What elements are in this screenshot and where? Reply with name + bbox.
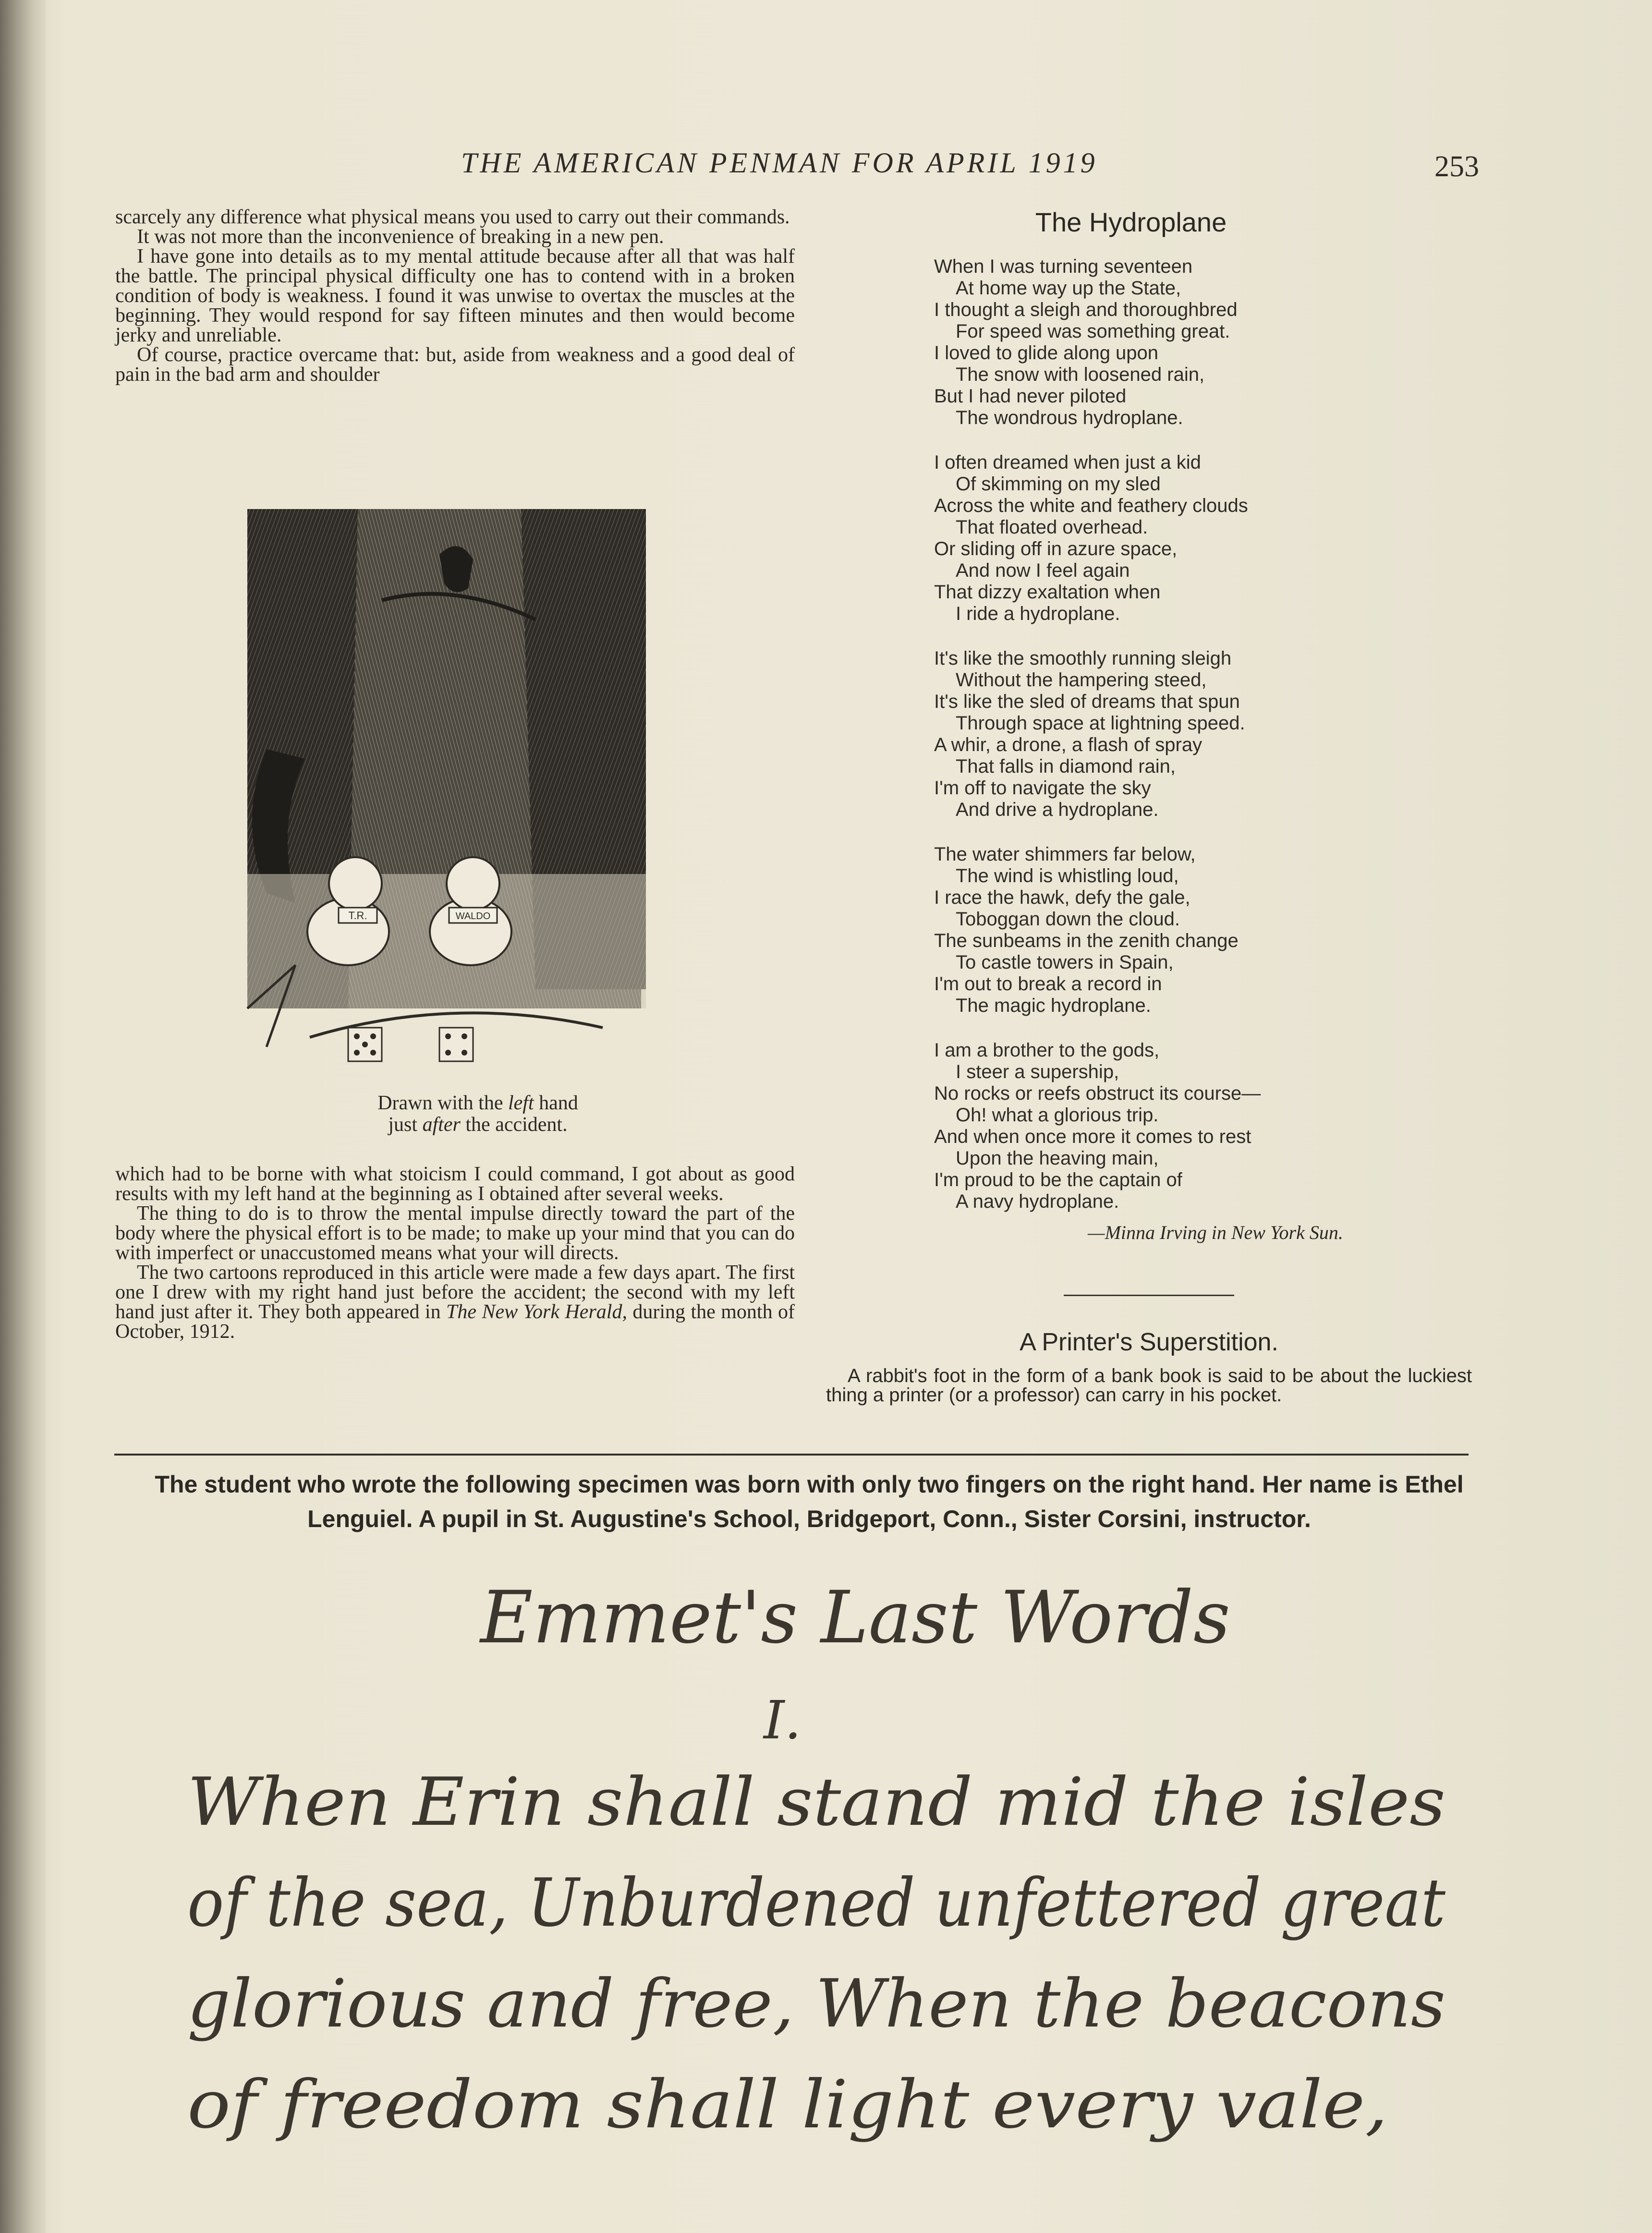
poem-hydroplane [934,206,1510,1244]
caption-text: the accident. [465,1114,568,1136]
student-note-line: The student who wrote the following specimen was born with only two fingers on the right hand. Her name is Ethel [155,1471,1464,1498]
poem-line: A navy hydroplane. [956,1191,1119,1212]
handwriting-line: When Erin shall stand mid the isles [187,1763,1446,1841]
poem-line: That dizzy exaltation when [934,582,1161,603]
page-divider [114,1454,1469,1456]
article-column-top [115,207,795,385]
poem-line: At home way up the State, [956,278,1181,299]
superstition-text: A rabbit's foot in the form of a bank book is said to be about the luckiest thing a printer (or a professor) can carry in his pocket. [826,1365,1472,1406]
page-number: 253 [1434,150,1479,183]
poem-line: I ride a hydroplane. [956,603,1120,624]
poem-line: Without the hampering steed, [956,669,1207,691]
poem-line: I loved to glide along upon [934,342,1159,364]
student-note [144,1467,1474,1536]
poem-line: I race the hawk, defy the gale, [934,887,1190,908]
handwriting-specimen [182,1556,1479,2180]
poem-line: And when once more it comes to rest [934,1126,1251,1147]
article-paragraph: The thing to do is to throw the mental impulse directly toward the part of the body where the physical effort is to be made; to make up your mind that you can do with imperfect or unaccustomed means what your will directs. [115,1202,795,1264]
poem-line: When I was turning seventeen [934,256,1193,277]
handwriting-line: of freedom shall light every vale, [187,2066,1388,2143]
poem-line: For speed was something great. [956,321,1230,342]
newspaper-name: The New York Herald, [446,1301,627,1323]
caption-text: hand [539,1092,578,1114]
poem-stanza [934,452,1510,625]
poem-line: I'm out to break a record in [934,973,1162,995]
poem-line: I am a brother to the gods, [934,1040,1160,1061]
book-binding-shadow [0,0,46,2233]
badge-left: T.R. [348,910,367,922]
poem-line: Or sliding off in azure space, [934,538,1178,559]
caption-text: Drawn with the [377,1092,503,1114]
poem-line: No rocks or reefs obstruct its course— [934,1083,1261,1104]
poem-line: I steer a supership, [956,1061,1119,1082]
article-paragraph: which had to be borne with what stoicism I could command, I got about as good results with my left hand at the beginning as I obtained after several weeks. [115,1163,795,1205]
poem-line: The wondrous hydroplane. [956,407,1183,428]
poem-line: That falls in diamond rain, [956,756,1176,777]
article-column-bottom [115,1165,795,1342]
poem-attribution: —Minna Irving in New York Sun. [1088,1222,1343,1243]
caption-text: just [388,1114,418,1136]
badge-right: WALDO [455,911,491,922]
poem-line: But I had never piloted [934,386,1127,407]
poem-line: Across the white and feathery clouds [934,495,1248,516]
poem-line: The magic hydroplane. [956,995,1151,1016]
poem-line: And now I feel again [956,560,1130,581]
poem-line: That floated overhead. [956,517,1148,538]
handwriting-title: Emmet's Last Words [480,1576,1230,1660]
poem-line: Toboggan down the cloud. [956,909,1180,930]
poem-line: The sunbeams in the zenith change [934,930,1239,951]
article-paragraph: I have gone into details as to my mental attitude because after all that was half the battle. The principal physical difficulty one has to contend with in a broken condition of body is weakness. I found it was unwise to overtax the muscles at the beginning. They would respond for say fifteen minutes and then would become jerky and unreliable. [115,245,795,346]
poem-line: Upon the heaving main, [956,1148,1159,1169]
poem-line: I'm proud to be the captain of [934,1169,1182,1190]
cartoon-caption [269,1092,687,1136]
paragraph-text: during the month of October, 1912. [115,1301,795,1343]
poem-line: The snow with loosened rain, [956,364,1205,385]
poem-line: It's like the sled of dreams that spun [934,691,1240,712]
poem-stanza [934,256,1510,429]
poem-line: I thought a sleigh and thoroughbred [934,299,1238,320]
section-divider [1064,1295,1234,1296]
poem-line: And drive a hydroplane. [956,799,1159,820]
poem-line: To castle towers in Spain, [956,952,1174,973]
article-paragraph: Of course, practice overcame that: but, aside from weakness and a good deal of pain in the bad arm and shoulder [115,344,795,386]
article-paragraph [115,1263,795,1342]
poem-line: Oh! what a glorious trip. [956,1104,1159,1126]
cartoon-illustration [238,509,658,1078]
poem-stanza [934,648,1510,821]
poem-line: A whir, a drone, a flash of spray [934,734,1203,755]
caption-emphasis: after [422,1114,461,1136]
running-head: THE AMERICAN PENMAN FOR APRIL 1919 [461,147,1098,179]
poem-line: The wind is whistling loud, [956,865,1179,886]
poem-line: Through space at lightning speed. [956,713,1245,734]
poem-line: It's like the smoothly running sleigh [934,648,1232,669]
article-paragraph: It was not more than the inconvenience of breaking in a new pen. [137,226,664,248]
poem-line: Of skimming on my sled [956,473,1161,495]
poem-stanza [934,844,1510,1017]
poem-line: The water shimmers far below, [934,844,1196,865]
poem-line: I'm off to navigate the sky [934,777,1151,799]
paragraph-text: The two cartoons reproduced in this article were made a few days apart. The first one I drew with my right hand just before the accident; the second with my left hand just after it. They both appeared in [115,1262,795,1323]
caption-emphasis: left [508,1092,534,1114]
handwriting-line: glorious and free, When the beacons [187,1965,1446,2042]
poem-title: The Hydroplane [1035,207,1227,237]
student-note-line: Lenguiel. A pupil in St. Augustine's School, Bridgeport, Conn., Sister Corsini, instructor. [307,1505,1311,1532]
poem-line: I often dreamed when just a kid [934,452,1201,473]
article-paragraph: scarcely any difference what physical means you used to carry out their commands. [115,206,790,228]
poem-stanza [934,1040,1510,1213]
handwriting-line: of the sea, Unburdened unfettered great [187,1864,1446,1942]
superstition-title: A Printer's Superstition. [1020,1328,1278,1356]
handwriting-numeral: I. [764,1689,802,1751]
